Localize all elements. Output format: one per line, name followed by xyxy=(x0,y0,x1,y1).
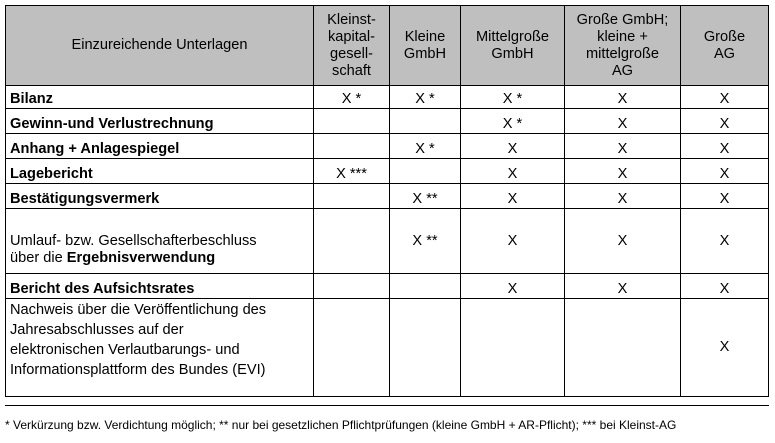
mark-cell xyxy=(461,299,565,397)
mark-cell: X xyxy=(681,274,769,299)
table-row xyxy=(6,274,769,299)
mark-cell: X xyxy=(681,86,769,109)
table-row xyxy=(6,184,769,209)
row-label-line: Jahresabschlusses auf der xyxy=(10,322,184,338)
row-label-plain: Umlauf- bzw. Gesellschafterbeschluss xyxy=(10,233,257,249)
row-label xyxy=(6,109,314,134)
mark-cell: X ** xyxy=(390,184,461,209)
mark-cell: X xyxy=(565,86,681,109)
mark-cell: X xyxy=(681,109,769,134)
mark-cell: X xyxy=(681,134,769,159)
footnote: * Verkürzung bzw. Verdichtung möglich; ** nur bei gesetzlichen Pflichtprüfungen (kleine GmbH + AR-Pflicht); *** bei Kleinst-AG xyxy=(5,418,677,432)
header-kleine-gmbh xyxy=(390,6,461,86)
table-row xyxy=(6,86,769,109)
row-label-bold: Bestätigungsvermerk xyxy=(10,191,160,207)
row-label xyxy=(6,134,314,159)
mark-cell: X * xyxy=(314,86,390,109)
mark-cell xyxy=(314,134,390,159)
mark-cell: X xyxy=(461,184,565,209)
mark-cell: X xyxy=(565,109,681,134)
row-label xyxy=(6,209,314,274)
header-kleinst-line4: schaft xyxy=(332,62,371,79)
header-kleine-line1: Kleine xyxy=(404,28,446,45)
header-row xyxy=(6,6,769,86)
mark-cell xyxy=(390,299,461,397)
header-grosse-gmbh-line4: AG xyxy=(611,62,634,79)
mark-cell: X *** xyxy=(314,159,390,184)
mark-cell: X * xyxy=(461,86,565,109)
row-label-line: Informationsplattform des Bundes (EVI) xyxy=(10,362,266,378)
mark-cell: X * xyxy=(390,86,461,109)
header-mittel-line1: Mittelgroße xyxy=(476,28,549,45)
mark-cell xyxy=(565,299,681,397)
mark-cell: X xyxy=(681,299,769,397)
mark-cell: X xyxy=(565,134,681,159)
mark-cell: X xyxy=(565,184,681,209)
mark-cell xyxy=(390,109,461,134)
mark-cell: X xyxy=(681,184,769,209)
header-documents: Einzureichende Unterlagen xyxy=(6,6,314,86)
header-grosse-gmbh xyxy=(565,6,681,86)
document-table-wrapper xyxy=(5,5,769,406)
header-grosse-ag-line1: Große xyxy=(703,28,746,45)
mark-cell xyxy=(390,274,461,299)
header-kleinst-line1: Kleinst- xyxy=(327,11,376,28)
row-label xyxy=(6,159,314,184)
mark-cell xyxy=(314,184,390,209)
row-label-plain-2: über die xyxy=(10,250,67,266)
row-label-bold: Bilanz xyxy=(10,91,53,107)
mark-cell: X * xyxy=(390,134,461,159)
documents-table xyxy=(5,5,769,397)
row-label xyxy=(6,86,314,109)
row-label xyxy=(6,299,314,397)
row-label-bold: Lagebericht xyxy=(10,166,93,182)
mark-cell: X xyxy=(461,209,565,274)
table-row xyxy=(6,299,769,397)
mark-cell xyxy=(314,274,390,299)
mark-cell: X xyxy=(565,159,681,184)
table-row xyxy=(6,209,769,274)
table-row xyxy=(6,109,769,134)
mark-cell: X xyxy=(681,209,769,274)
row-label xyxy=(6,184,314,209)
header-grosse-gmbh-line3: mittelgroße xyxy=(586,45,659,62)
header-kleine-line2: GmbH xyxy=(403,45,447,62)
mark-cell: X * xyxy=(461,109,565,134)
mark-cell xyxy=(314,299,390,397)
row-label-line: elektronischen Verlautbarungs- und xyxy=(10,342,240,358)
mark-cell: X xyxy=(565,274,681,299)
row-label-bold: Ergebnisverwendung xyxy=(66,250,216,266)
mark-cell xyxy=(314,209,390,274)
header-grosse-ag xyxy=(681,6,769,86)
header-kleinst-line3: gesell- xyxy=(330,45,373,62)
header-grosse-gmbh-line2: kleine + xyxy=(597,28,648,45)
mark-cell xyxy=(314,109,390,134)
header-kleinst xyxy=(314,6,390,86)
row-label-line: Nachweis über die Veröffentlichung des xyxy=(10,302,267,318)
header-grosse-gmbh-line1: Große GmbH; xyxy=(576,11,669,28)
row-label-bold: Anhang + Anlagespiegel xyxy=(10,141,180,157)
header-mittelgrosse-gmbh xyxy=(461,6,565,86)
mark-cell: X xyxy=(461,274,565,299)
header-grosse-ag-line2: AG xyxy=(713,45,736,62)
table-row xyxy=(6,134,769,159)
row-label-bold: Gewinn-und Verlustrechnung xyxy=(10,116,214,132)
mark-cell: X xyxy=(565,209,681,274)
table-row xyxy=(6,159,769,184)
mark-cell: X xyxy=(461,134,565,159)
mark-cell: X xyxy=(461,159,565,184)
header-mittel-line2: GmbH xyxy=(491,45,534,62)
mark-cell: X xyxy=(681,159,769,184)
mark-cell: X ** xyxy=(390,209,461,274)
header-kleinst-line2: kapital- xyxy=(327,28,376,45)
row-label-bold: Bericht des Aufsichtsrates xyxy=(10,281,195,297)
mark-cell xyxy=(390,159,461,184)
row-label xyxy=(6,274,314,299)
